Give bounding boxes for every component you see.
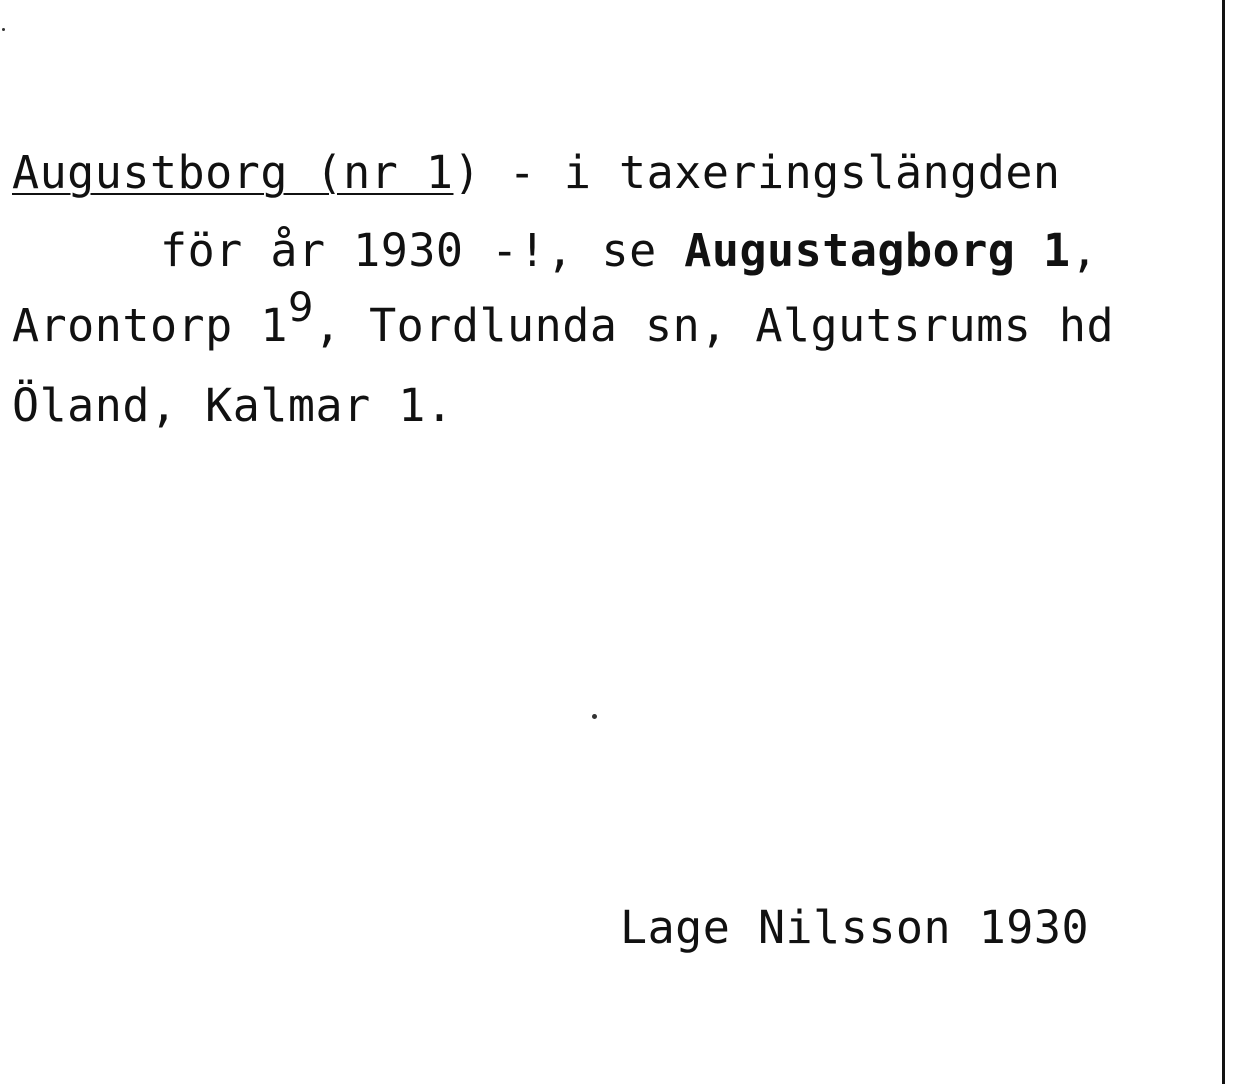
- entry-line-4: Öland, Kalmar 1.: [12, 379, 454, 432]
- entry-headword: Augustborg (nr 1: [12, 146, 454, 199]
- entry-line-3-start: Arontorp 1: [12, 299, 288, 352]
- author-signature-line: Lage Nilsson 1930: [620, 901, 1090, 954]
- entry-line-3: [12, 285, 1115, 352]
- entry-line-1: [12, 146, 1061, 199]
- entry-line-2-end: ,: [1070, 224, 1099, 277]
- entry-line-1-rest: ) - i taxeringslängden: [453, 146, 1061, 199]
- ink-speck: [2, 28, 5, 31]
- ink-speck: [592, 714, 597, 719]
- entry-line-2-start: för år 1930 -!, se: [160, 224, 685, 277]
- entry-line-3-end: , Tordlunda sn, Algutsrums hd: [313, 299, 1115, 352]
- card-edge-line: [1222, 0, 1225, 1084]
- handwritten-superscript: 9: [287, 285, 314, 331]
- cross-reference-name: Augustagborg 1: [684, 224, 1071, 277]
- entry-line-2: [160, 224, 1099, 277]
